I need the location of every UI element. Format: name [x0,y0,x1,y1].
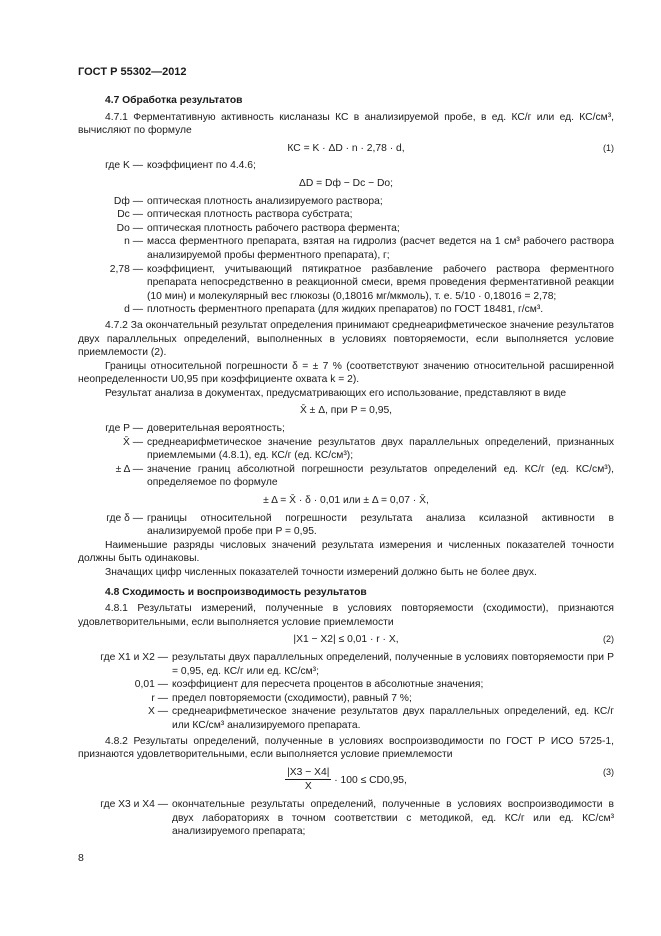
formula-number: (2) [603,634,614,645]
section-title: 4.8 Сходимость и воспроизводимость результатов [105,586,367,598]
definition-item [78,798,614,839]
formula [78,766,614,794]
definition-list [78,195,614,317]
definition-item [78,436,614,463]
formula-expression: ΔD = Dф − Dс − Dо; [298,177,394,189]
formula-number: (1) [603,142,614,153]
definition-text: результаты двух параллельных определений, полученные в условиях повторяемости при P = 0,95, ед. КС/г или ед. КС/см³; [172,651,614,677]
definition-text: коэффициент, учитывающий пятикратное разбавление рабочего раствора ферментного препарата непосредственно в реакционной смеси, время проведения ферментативной реакции (10 мин) и молекулярный вес глюкозы (0,18016 мг/мкмоль), т. е. 5/10 · 0,18016 = 2,78; [147,263,614,302]
definition-symbol: d — [124,304,143,316]
formula-expression: ± Δ = X̄ · δ · 0,01 или ± Δ = 0,07 · X̄, [263,495,429,507]
formula [78,177,614,191]
definition-symbol: где P — [105,423,143,435]
definition-text: среднеарифметическое значение результатов двух параллельных определений, признанных приемлемыми (4.8.1), ед. КС/г (ед. КС/см³); [147,436,614,462]
definition-symbol: где X3 и X4 — [100,798,168,810]
paragraph: Границы относительной погрешности δ = ± 7 % (соответствуют значению относительной расширенной неопределенности U0,95 при коэффициенте охвата k = 2). [78,360,614,386]
definition-symbol: Dо — [116,222,143,234]
definition-text: плотность ферментного препарата (для жидких препаратов) по ГОСТ 18481, г/см³. [147,304,544,316]
definition-item [78,303,614,317]
document-header: ГОСТ Р 55302—2012 [78,66,187,78]
formula-number: (3) [603,766,614,777]
definition-symbol: X̄ — [122,436,143,448]
definition-list [78,651,614,733]
formula [78,494,614,508]
definition-text: коэффициент по 4.4.6; [147,160,256,172]
definition-item [78,705,614,732]
definition-item [78,422,614,436]
formula-expression: |X1 − X2| ≤ 0,01 · r · X, [293,634,399,646]
paragraph: 4.7.2 За окончательный результат определения принимают среднеарифметическое значение результатов двух параллельных определений, выполненных в условиях повторяемости, если выполняется условие приемлемости (2). [78,319,614,359]
paragraph: 4.8.1 Результаты измерений, полученные в условиях повторяемости (сходимости), признаются удовлетворительными, если выполняется условие приемлемости [78,603,614,628]
formula-expression: X̄ ± Δ, при P = 0,95, [299,405,393,417]
definition-symbol: X — [147,706,168,718]
paragraph: Наименьшие разряды числовых значений результата измерения и численных показателей точности должны быть одинаковы. [78,539,614,565]
formula [78,633,614,647]
definition-list [78,422,614,490]
document-body [78,94,614,839]
definition-item [78,512,614,539]
definition-symbol: где K — [105,160,143,172]
definition-text: масса ферментного препарата, взятая на гидролиз (расчет ведется на 1 см³ рабочего раствора анализируемой пробы ферментного препарата), г; [147,236,614,261]
definition-item [78,463,614,490]
definition-text: оптическая плотность рабочего раствора фермента; [147,222,400,234]
formula-expression: КС = K · ΔD · n · 2,78 · d, [287,142,405,154]
section-title: 4.7 Обработка результатов [105,95,243,106]
definition-item [78,263,614,304]
paragraph: 4.7.1 Ферментативную активность кисланазы КС в анализируемой пробе, в ед. КС/г или ед. КС/см³, вычисляют по формуле [78,111,614,137]
definition-symbol: r — [151,692,168,704]
definition-symbol: где δ — [106,512,143,524]
paragraph: Значащих цифр численных показателей точности измерений должно быть не более двух. [105,567,537,578]
definition-item [78,235,614,262]
definition-text: оптическая плотность анализируемого раствора; [147,195,383,207]
definition-symbol: 2,78 — [109,263,143,275]
definition-symbol: где X1 и X2 — [100,651,168,663]
definition-symbol: n — [124,236,143,248]
definition-item [78,651,614,678]
definition-text: оптическая плотность раствора субстрата; [147,209,353,221]
definition-text: среднеарифметическое значение результатов двух параллельных определений, ед. КС/г или КС/см³ анализируемого препарата. [172,706,614,731]
definition-item [78,678,614,692]
definition-text: значение границ абсолютной погрешности результатов определений ед. КС/г (ед. КС/см³), определяемое по формуле [147,463,614,489]
definition-item [78,692,614,706]
definition-text: доверительная вероятность; [147,423,285,435]
fraction-numerator: |X3 − X4| [285,766,331,781]
definition-symbol: Dс — [117,209,143,221]
fraction [285,766,331,794]
definition-symbol: ± Δ — [115,463,143,475]
formula [78,404,614,418]
definition-text: предел повторяемости (сходимости), равный 7 %; [172,692,412,704]
page-number: 8 [78,852,84,864]
paragraph: Результат анализа в документах, предусматривающих его использование, представляют в виде [105,387,567,399]
definition-text: границы относительной погрешности результата анализа ксилазной активности в анализируемой пробе при P = 0,95. [147,512,614,538]
definition-symbol: Dф — [113,195,143,207]
definition-item [78,195,614,209]
definition-text: коэффициент для пересчета процентов в абсолютные значения; [172,679,484,691]
definition-item [78,208,614,222]
definition-text: окончательные результаты определений, полученные в условиях воспроизводимости в двух лабораториях в точном соответствии с методикой, ед. КС/г или ед. КС/см³ анализируемого препарата; [172,798,614,838]
fraction-denominator: X [304,781,312,793]
formula [78,142,614,156]
formula-expression: · 100 ≤ CD0,95, [334,774,407,786]
definition-item [78,222,614,236]
definition-item [78,159,614,173]
paragraph: 4.8.2 Результаты определений, полученные в условиях воспроизводимости по ГОСТ Р ИСО 5725-1, признаются удовлетворительными, если выполняется условие приемлемости [78,735,614,761]
definition-symbol: 0,01 — [134,679,168,691]
